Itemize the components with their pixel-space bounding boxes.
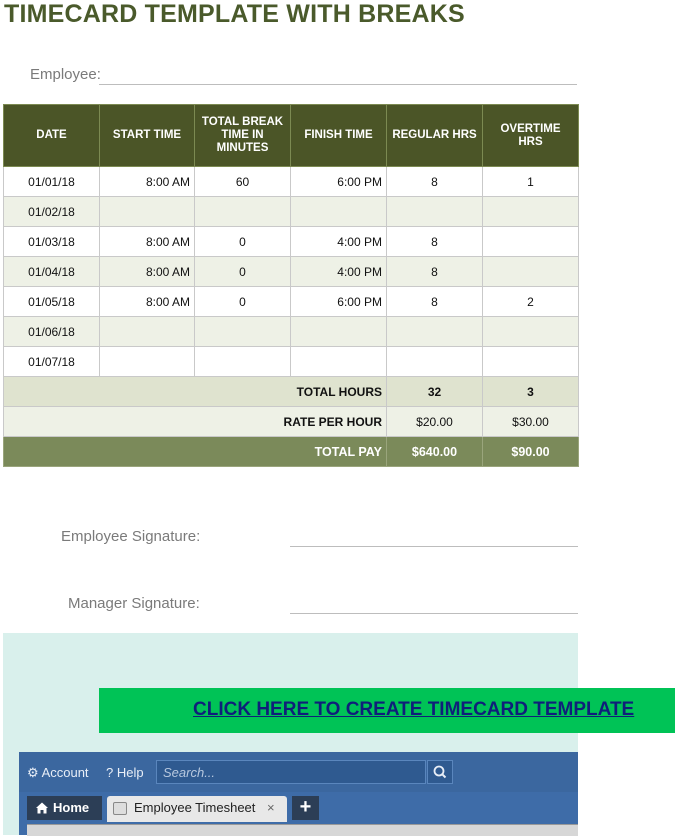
cell-date[interactable]: 01/04/18 [4, 257, 100, 287]
help-label: Help [116, 765, 144, 780]
table-row [4, 287, 579, 317]
cell-overtime[interactable]: 1 [483, 167, 579, 197]
search-button[interactable] [427, 760, 453, 784]
cell-regular[interactable]: 8 [387, 257, 483, 287]
cell-break[interactable]: 0 [195, 287, 291, 317]
cell-start[interactable]: 8:00 AM [100, 227, 195, 257]
tab-home-label: Home [53, 800, 90, 815]
page-title: TIMECARD TEMPLATE WITH BREAKS [4, 0, 465, 28]
cell-overtime[interactable] [483, 347, 579, 377]
table-row [4, 197, 579, 227]
cell-overtime[interactable] [483, 227, 579, 257]
grid-header-strip [27, 824, 578, 836]
app-tabs [19, 792, 578, 835]
home-icon [35, 801, 49, 815]
cell-overtime[interactable] [483, 257, 579, 287]
table-row [4, 347, 579, 377]
cell-start[interactable]: 8:00 AM [100, 167, 195, 197]
account-menu[interactable] [27, 765, 89, 781]
chevron-down-icon[interactable] [113, 802, 127, 815]
cell-finish[interactable] [291, 197, 387, 227]
rate-row [4, 407, 579, 437]
overtime-rate[interactable]: $30.00 [483, 407, 579, 437]
employee-signature-line[interactable] [290, 546, 578, 547]
cell-finish[interactable]: 4:00 PM [291, 257, 387, 287]
cell-start[interactable]: 8:00 AM [100, 257, 195, 287]
table-row [4, 257, 579, 287]
cell-regular[interactable]: 8 [387, 287, 483, 317]
cell-overtime[interactable] [483, 197, 579, 227]
cell-break[interactable] [195, 197, 291, 227]
cell-overtime[interactable] [483, 317, 579, 347]
manager-signature-label: Manager Signature: [68, 595, 200, 612]
cell-regular[interactable]: 8 [387, 167, 483, 197]
cell-date[interactable]: 01/02/18 [4, 197, 100, 227]
regular-pay: $640.00 [387, 437, 483, 467]
account-label: Account [41, 765, 89, 780]
cell-finish[interactable]: 6:00 PM [291, 287, 387, 317]
cell-date[interactable]: 01/07/18 [4, 347, 100, 377]
header-start-time: START TIME [100, 105, 195, 167]
app-toolbar [19, 752, 578, 792]
manager-signature-line[interactable] [290, 613, 578, 614]
cell-regular[interactable] [387, 347, 483, 377]
overtime-pay: $90.00 [483, 437, 579, 467]
gear-icon: ⚙ [27, 765, 39, 780]
cell-date[interactable]: 01/03/18 [4, 227, 100, 257]
add-tab-button[interactable]: + [292, 796, 319, 820]
cell-start[interactable] [100, 197, 195, 227]
header-break-minutes: TOTAL BREAK TIME IN MINUTES [195, 105, 291, 167]
cell-break[interactable] [195, 347, 291, 377]
search-input[interactable] [156, 760, 426, 784]
cell-date[interactable]: 01/01/18 [4, 167, 100, 197]
cell-regular[interactable]: 8 [387, 227, 483, 257]
search-placeholder: Search... [163, 765, 216, 780]
header-overtime-hrs: OVERTIME HRS [483, 105, 579, 167]
cell-break[interactable]: 0 [195, 227, 291, 257]
header-regular-hrs: REGULAR HRS [387, 105, 483, 167]
tab-employee-timesheet[interactable] [107, 796, 287, 822]
question-icon: ? [106, 765, 114, 780]
table-header-row [4, 105, 579, 167]
cell-finish[interactable]: 6:00 PM [291, 167, 387, 197]
cta-clip [99, 688, 635, 733]
total-pay-label: TOTAL PAY [4, 437, 387, 467]
close-icon[interactable]: × [267, 800, 275, 815]
cell-start[interactable]: 8:00 AM [100, 287, 195, 317]
cell-break[interactable]: 0 [195, 257, 291, 287]
cell-overtime[interactable]: 2 [483, 287, 579, 317]
app-preview [19, 752, 578, 835]
search-icon [428, 761, 452, 783]
cell-finish[interactable] [291, 317, 387, 347]
total-regular-hours: 32 [387, 377, 483, 407]
cell-regular[interactable] [387, 317, 483, 347]
tab-timesheet-label: Employee Timesheet [134, 800, 256, 815]
cell-regular[interactable] [387, 197, 483, 227]
table-row [4, 167, 579, 197]
table-row [4, 227, 579, 257]
cell-finish[interactable] [291, 347, 387, 377]
help-menu[interactable] [106, 765, 144, 780]
total-hours-label: TOTAL HOURS [4, 377, 387, 407]
header-finish-time: FINISH TIME [291, 105, 387, 167]
timecard-table [3, 104, 579, 467]
cell-break[interactable] [195, 317, 291, 347]
employee-signature-label: Employee Signature: [61, 528, 201, 545]
cell-start[interactable] [100, 347, 195, 377]
header-date: DATE [4, 105, 100, 167]
cell-date[interactable]: 01/05/18 [4, 287, 100, 317]
regular-rate[interactable]: $20.00 [387, 407, 483, 437]
create-timecard-link[interactable]: CLICK HERE TO CREATE TIMECARD TEMPLATE [193, 699, 635, 720]
total-overtime-hours: 3 [483, 377, 579, 407]
rate-label: RATE PER HOUR [4, 407, 387, 437]
tab-home[interactable] [27, 796, 102, 820]
total-pay-row [4, 437, 579, 467]
cell-finish[interactable]: 4:00 PM [291, 227, 387, 257]
table-row [4, 317, 579, 347]
employee-field[interactable] [99, 84, 577, 85]
total-hours-row [4, 377, 579, 407]
cell-break[interactable]: 60 [195, 167, 291, 197]
employee-label: Employee: [30, 66, 101, 83]
cell-start[interactable] [100, 317, 195, 347]
cell-date[interactable]: 01/06/18 [4, 317, 100, 347]
